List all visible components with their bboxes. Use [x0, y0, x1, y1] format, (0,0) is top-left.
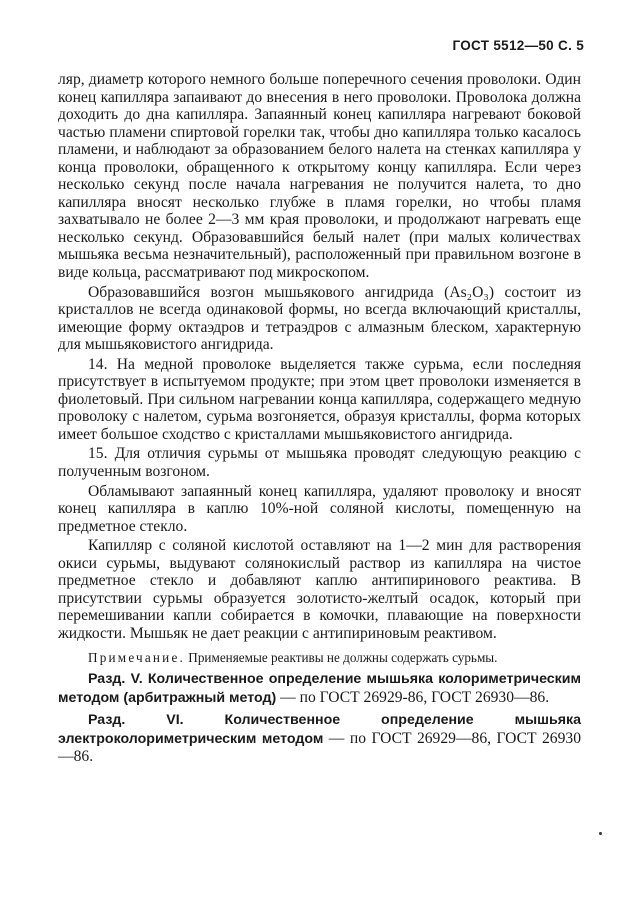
paragraph-continuation: ляр, диаметр которого немного больше поперечного сечения проволоки. Один конец капилляра запаивают до внесения в него проволоки. Проволока должна доходить до дна капилляра. Запаянный конец капилляра нагревают боковой частью пламени спиртовой горелки так, чтобы дно капилляра только касалось пламени, и наблюдают за образованием белого налета на стенках капилляра у конца проволоки, обращенного к открытому концу капилляра. Если через несколько секунд после начала нагревания не получится налета, то дно капилляра вносят несколько глубже в пламя горелки, но чтобы пламя захватывало не более 2—3 мм края проволоки, и продолжают нагревать еще несколько секунд. Образовавшийся белый налет (при малых количествах мышьяка весьма незначительный), расположенный при правильном возгоне в виде кольца, рассматривают под микроскопом.	[58, 71, 581, 282]
section-vi-reference: — по ГОСТ 26929—86, ГОСТ 26930—86.	[58, 729, 581, 766]
paragraph-capillary-break: Обламывают запаянный конец капилляра, удаляют проволоку и вносят конец капилляра в каплю 10%-ной соляной кислоты, помещенную на предметное стекло.	[58, 482, 581, 535]
note	[58, 649, 581, 667]
body-text	[58, 71, 581, 766]
paragraph-sublimate: Образовавшийся возгон мышьякового ангидрида (As₂O₃) состоит из кристаллов не всегда одинаковой формы, но всегда включающий кристаллы, имеющие форму октаэдров и тетраэдров с алмазным блеском, характерную для мышьяковистого ангидрида.	[58, 283, 581, 354]
section-vi	[58, 711, 581, 766]
note-label: Примечание.	[88, 649, 185, 665]
section-v	[58, 670, 581, 707]
paragraph-antipyrine-reaction: Капилляр с соляной кислотой оставляют на 1—2 мин для растворения окиси сурьмы, выдувают солянокислый раствор из капилляра на чистое предметное стекло и добавляют каплю антипиринового реактива. В присутствии сурьмы образуется золотисто-желтый осадок, который при перемешивании капли собирается в комочки, плавающие на поверхности жидкости. Мышьяк не дает реакции с антипириновым реактивом.	[58, 537, 581, 642]
paragraph-15: 15. Для отличия сурьмы от мышьяка проводят следующую реакцию с полученным возгоном.	[58, 445, 581, 481]
note-text: Применяемые реактивы не должны содержать сурьмы.	[185, 649, 498, 665]
paragraph-14: 14. На медной проволоке выделяется также сурьма, если последняя присутствует в испытуемом продукте; при этом цвет проволоки изменяется в фиолетовый. При сильном нагревании конца капилляра, содержащего медную проволоку с налетом, сурьма возгоняется, образуя кристаллы, форма которых имеет большое сходство с кристаллами мышьяковистого ангидрида.	[58, 355, 581, 443]
section-v-title: Разд. V. Количественное определение мышьяка колориметрическим методом (арбитражный метод)	[58, 671, 581, 706]
section-v-reference: — по ГОСТ 26929-86, ГОСТ 26930—86.	[276, 688, 550, 706]
scan-speck	[599, 832, 602, 835]
page-header: ГОСТ 5512—50 С. 5	[452, 38, 584, 53]
section-vi-title: Разд. VI. Количественное определение мышьяка электроколориметрическим методом	[58, 712, 581, 747]
